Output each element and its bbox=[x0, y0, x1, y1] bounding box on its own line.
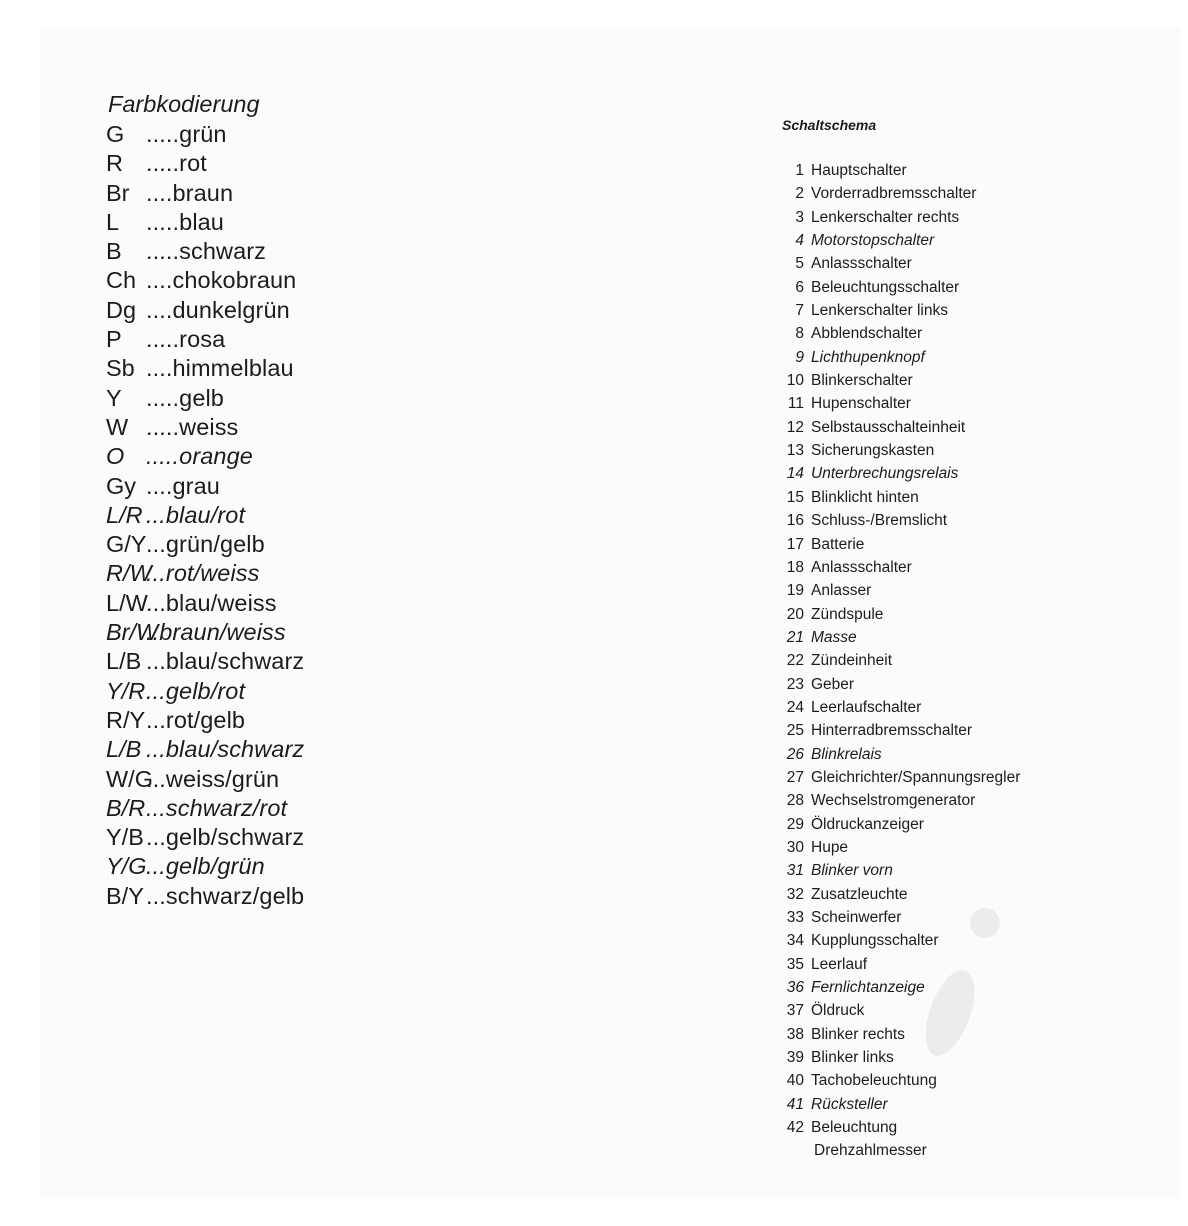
color-code-name: ...rot/gelb bbox=[146, 706, 246, 733]
color-code-abbr: Y bbox=[106, 384, 122, 411]
color-code-name: ...gelb/grün bbox=[146, 853, 265, 880]
legend-item bbox=[780, 1116, 1080, 1139]
color-code-abbr: Sb bbox=[106, 355, 135, 382]
legend-item-number: 23 bbox=[786, 675, 804, 693]
legend-item-label: Öldruckanzeiger bbox=[811, 815, 924, 833]
color-code-name: .....schwarz bbox=[146, 238, 267, 265]
legend-item bbox=[780, 533, 1080, 556]
legend-item-number: 9 bbox=[795, 348, 804, 366]
color-code-row bbox=[104, 882, 404, 911]
legend-item-number: 25 bbox=[786, 722, 804, 740]
color-code-abbr: G/Y bbox=[106, 531, 147, 558]
legend-item-label: Lenkerschalter links bbox=[811, 302, 948, 320]
color-code-name: ...rot/weiss bbox=[146, 560, 260, 587]
color-code-row bbox=[104, 765, 404, 794]
color-code-name: ...weiss/grün bbox=[146, 765, 280, 792]
legend-item bbox=[780, 626, 1080, 649]
color-code-row bbox=[104, 413, 404, 442]
legend-continuation: Drehzahlmesser bbox=[814, 1142, 927, 1160]
color-code-abbr: Ch bbox=[106, 267, 137, 294]
legend-item bbox=[780, 976, 1080, 999]
legend-item-label: Blinker links bbox=[811, 1049, 894, 1067]
legend-item-label: Wechselstromgenerator bbox=[811, 792, 976, 810]
color-code-abbr: R/Y bbox=[106, 706, 146, 733]
legend-item-label: Zündspule bbox=[811, 605, 884, 623]
color-code-row bbox=[104, 296, 404, 325]
color-code-abbr: L/R bbox=[106, 501, 143, 528]
color-code-row bbox=[104, 208, 404, 237]
legend-item-number: 2 bbox=[795, 185, 804, 203]
legend-item-label: Unterbrechungsrelais bbox=[811, 465, 959, 483]
color-code-name: ...blau/weiss bbox=[146, 589, 277, 616]
color-code-row bbox=[104, 589, 404, 618]
color-code-name: ...blau/schwarz bbox=[146, 648, 305, 675]
legend-item-number: 10 bbox=[786, 372, 804, 390]
color-code-row bbox=[104, 120, 404, 149]
color-code-name: ..braun/weiss bbox=[146, 619, 286, 646]
color-code-title: Farbkodierung bbox=[108, 91, 260, 117]
color-code-row bbox=[104, 266, 404, 295]
legend-item-label: Hupenschalter bbox=[811, 395, 911, 413]
legend-item-label: Tachobeleuchtung bbox=[811, 1072, 937, 1090]
legend-item-label: Anlasser bbox=[811, 582, 872, 600]
legend-item-number: 14 bbox=[786, 465, 804, 483]
legend-item bbox=[780, 299, 1080, 322]
color-code-row bbox=[104, 501, 404, 530]
legend-item-label: Zusatzleuchte bbox=[811, 885, 908, 903]
color-code-name: .....orange bbox=[146, 443, 253, 470]
color-code-row bbox=[104, 237, 404, 266]
color-code-abbr: Gy bbox=[106, 472, 137, 499]
color-code-name: ...grün/gelb bbox=[146, 531, 265, 558]
color-code-abbr: Y/G bbox=[106, 853, 147, 880]
color-code-row bbox=[104, 530, 404, 559]
color-code-name: ...schwarz/rot bbox=[146, 794, 288, 821]
color-code-row bbox=[104, 325, 404, 354]
color-code-abbr: P bbox=[106, 326, 122, 353]
color-code-name: ....grau bbox=[146, 472, 220, 499]
legend-item-number: 37 bbox=[786, 1002, 804, 1020]
legend-item bbox=[780, 719, 1080, 742]
legend-item-number: 18 bbox=[786, 558, 804, 576]
legend-item-label: Batterie bbox=[811, 535, 865, 553]
legend-item-label: Selbstausschalteinheit bbox=[811, 418, 966, 436]
legend-item-label: Rücksteller bbox=[811, 1095, 888, 1113]
legend-item-number: 16 bbox=[786, 512, 804, 530]
color-code-name: .....grün bbox=[146, 121, 227, 147]
color-code-rows bbox=[104, 120, 404, 911]
legend-item bbox=[780, 1093, 1080, 1116]
legend-item-number: 4 bbox=[795, 232, 804, 250]
legend-item-number: 6 bbox=[795, 278, 804, 296]
legend-item-number: 39 bbox=[786, 1049, 804, 1067]
color-code-name: .....weiss bbox=[146, 413, 239, 440]
legend-item-number: 22 bbox=[786, 652, 804, 670]
color-code-abbr: L/B bbox=[106, 736, 142, 763]
legend-item-label: Abblendschalter bbox=[811, 325, 923, 343]
color-code-name: ...blau/schwarz bbox=[146, 736, 305, 763]
color-code-row bbox=[104, 442, 404, 471]
color-code-abbr: Br bbox=[106, 179, 130, 206]
legend-item-label: Anlassschalter bbox=[811, 255, 912, 273]
color-code-row bbox=[104, 823, 404, 852]
legend-item-label: Öldruck bbox=[811, 1002, 865, 1020]
color-code-row bbox=[104, 706, 404, 735]
color-code-abbr: L bbox=[106, 208, 120, 235]
legend-item-number: 24 bbox=[786, 698, 804, 716]
color-code-name: ....dunkelgrün bbox=[146, 296, 290, 323]
legend-item bbox=[780, 1023, 1080, 1046]
legend-item-label: Fernlichtanzeige bbox=[811, 979, 925, 997]
color-code-name: .....rosa bbox=[146, 326, 226, 353]
color-code-row bbox=[104, 852, 404, 881]
color-code-name: ....braun bbox=[146, 179, 234, 206]
legend-item bbox=[780, 953, 1080, 976]
color-code-abbr: L/W bbox=[106, 589, 148, 616]
legend-item-number: 41 bbox=[786, 1095, 804, 1113]
legend-item bbox=[780, 673, 1080, 696]
legend-item-label: Kupplungsschalter bbox=[811, 932, 939, 950]
legend-item-number: 17 bbox=[786, 535, 804, 553]
legend-item-label: Blinker rechts bbox=[811, 1025, 905, 1043]
color-code-row bbox=[104, 354, 404, 383]
color-code-abbr: W/G bbox=[106, 765, 153, 792]
legend-item bbox=[780, 929, 1080, 952]
legend-item-number: 8 bbox=[795, 325, 804, 343]
legend-item bbox=[780, 1046, 1080, 1069]
color-code-abbr: Y/B bbox=[106, 824, 144, 851]
legend-item bbox=[780, 999, 1080, 1022]
legend-item-label: Scheinwerfer bbox=[811, 909, 902, 926]
color-code-name: ...blau/rot bbox=[146, 501, 246, 528]
legend-item-label: Sicherungskasten bbox=[811, 442, 935, 460]
legend-item bbox=[780, 603, 1080, 626]
legend-item-label: Hauptschalter bbox=[811, 162, 907, 179]
legend-item-number: 36 bbox=[786, 979, 804, 997]
legend-rows bbox=[780, 159, 1080, 1139]
legend-item-number: 11 bbox=[787, 395, 804, 413]
color-code-abbr: Br/W bbox=[106, 619, 159, 646]
color-code-row bbox=[104, 735, 404, 764]
legend-item bbox=[780, 229, 1080, 252]
legend-item bbox=[780, 859, 1080, 882]
legend-item bbox=[780, 462, 1080, 485]
legend-item-number: 3 bbox=[795, 208, 804, 226]
legend-item bbox=[780, 392, 1080, 415]
color-code-row bbox=[104, 149, 404, 178]
legend-item bbox=[780, 486, 1080, 509]
legend-item-label: Vorderradbremsschalter bbox=[811, 185, 977, 203]
color-code-row bbox=[104, 179, 404, 208]
color-code-abbr: B/R bbox=[106, 794, 146, 821]
color-code-abbr: Dg bbox=[106, 296, 137, 323]
legend-item-number: 20 bbox=[786, 605, 804, 623]
color-code-abbr: G bbox=[106, 121, 125, 147]
legend-item bbox=[780, 883, 1080, 906]
legend-item bbox=[780, 1069, 1080, 1092]
legend-item-label: Anlassschalter bbox=[811, 558, 912, 576]
legend-item-label: Zündeinheit bbox=[811, 652, 893, 670]
legend-item bbox=[780, 252, 1080, 275]
legend-item-number: 38 bbox=[786, 1025, 804, 1043]
legend-item-label: Masse bbox=[811, 628, 857, 646]
legend-item-label: Beleuchtung bbox=[811, 1119, 898, 1137]
legend-item-number: 21 bbox=[786, 628, 804, 646]
legend-item bbox=[780, 649, 1080, 672]
legend-item-label: Blinkerschalter bbox=[811, 372, 913, 390]
legend-item-number: 5 bbox=[795, 255, 804, 273]
legend-item-label: Geber bbox=[811, 675, 855, 693]
legend-item-number: 12 bbox=[786, 418, 804, 436]
legend-item-number: 34 bbox=[786, 932, 804, 950]
legend-item-label: Beleuchtungsschalter bbox=[811, 278, 960, 296]
legend-item-label: Leerlauf bbox=[811, 955, 868, 973]
color-code-row bbox=[104, 472, 404, 501]
legend-item-label: Leerlaufschalter bbox=[811, 698, 922, 716]
color-code-abbr: R bbox=[106, 150, 123, 177]
color-code-name: ...schwarz/gelb bbox=[146, 882, 305, 909]
color-code-abbr: Y/R bbox=[106, 677, 146, 704]
legend-item-number: 40 bbox=[786, 1072, 804, 1090]
color-code-name: .....blau bbox=[146, 208, 224, 235]
legend-item bbox=[780, 789, 1080, 812]
color-code-abbr: O bbox=[106, 443, 125, 470]
legend-item bbox=[780, 416, 1080, 439]
color-code-abbr: B/Y bbox=[106, 882, 144, 909]
legend-item-label: Blinker vorn bbox=[811, 862, 893, 880]
color-code-abbr: R/W bbox=[106, 560, 152, 587]
legend-item-label: Blinkrelais bbox=[811, 745, 882, 763]
legend-item bbox=[780, 346, 1080, 369]
legend-item bbox=[780, 696, 1080, 719]
color-code-row bbox=[104, 647, 404, 676]
legend-item bbox=[780, 556, 1080, 579]
legend-item-number: 15 bbox=[786, 488, 804, 506]
color-code-abbr: W bbox=[106, 413, 129, 440]
legend-item bbox=[780, 182, 1080, 205]
legend-item bbox=[780, 159, 1080, 182]
legend-item-label: Hinterradbremsschalter bbox=[811, 722, 973, 740]
wiring-legend bbox=[780, 114, 1080, 1163]
legend-item bbox=[780, 369, 1080, 392]
color-code-row bbox=[104, 677, 404, 706]
legend-item-number: 26 bbox=[786, 745, 804, 763]
legend-item bbox=[780, 743, 1080, 766]
legend-item bbox=[780, 813, 1080, 836]
legend-item-label: Gleichrichter/Spannungsregler bbox=[811, 768, 1021, 786]
color-code-name: ....chokobraun bbox=[146, 267, 297, 294]
color-code-name: ....himmelblau bbox=[146, 355, 294, 382]
legend-item-label: Lenkerschalter rechts bbox=[811, 208, 960, 226]
legend-item bbox=[780, 509, 1080, 532]
legend-item-number: 33 bbox=[786, 909, 804, 926]
legend-item bbox=[780, 439, 1080, 462]
color-code-name: ...gelb/rot bbox=[146, 677, 246, 704]
legend-item-number: 31 bbox=[786, 862, 804, 880]
color-code-list bbox=[104, 88, 404, 911]
legend-item-number: 30 bbox=[786, 838, 804, 856]
legend-item bbox=[780, 766, 1080, 789]
legend-item-number: 7 bbox=[795, 302, 804, 320]
color-code-name: .....gelb bbox=[146, 384, 224, 411]
legend-item-label: Schluss-/Bremslicht bbox=[811, 512, 948, 530]
color-code-abbr: L/B bbox=[106, 648, 142, 675]
legend-item-number: 28 bbox=[786, 792, 804, 810]
legend-item-number: 27 bbox=[786, 768, 804, 786]
legend-item-label: Blinklicht hinten bbox=[811, 488, 919, 506]
legend-item-number: 19 bbox=[786, 582, 804, 600]
legend-item bbox=[780, 906, 1080, 929]
legend-item-number: 1 bbox=[795, 162, 804, 179]
legend-item bbox=[780, 276, 1080, 299]
color-code-row bbox=[104, 794, 404, 823]
legend-item bbox=[780, 322, 1080, 345]
color-code-row bbox=[104, 618, 404, 647]
legend-item-number: 13 bbox=[786, 442, 804, 460]
legend-item bbox=[780, 579, 1080, 602]
legend-item-number: 42 bbox=[786, 1119, 804, 1137]
color-code-name: .....rot bbox=[146, 150, 207, 177]
legend-item-number: 29 bbox=[786, 815, 804, 833]
color-code-abbr: B bbox=[106, 238, 122, 265]
color-code-name: ...gelb/schwarz bbox=[146, 824, 305, 851]
legend-item-number: 32 bbox=[786, 885, 804, 903]
legend-item-number: 35 bbox=[786, 955, 804, 973]
legend-item-label: Motorstopschalter bbox=[811, 232, 935, 250]
legend-item-label: Hupe bbox=[811, 838, 849, 856]
legend-item bbox=[780, 206, 1080, 229]
color-code-row bbox=[104, 384, 404, 413]
legend-item bbox=[780, 836, 1080, 859]
legend-item-label: Lichthupenknopf bbox=[811, 348, 925, 366]
color-code-row bbox=[104, 559, 404, 588]
legend-title: Schaltschema bbox=[782, 117, 877, 133]
